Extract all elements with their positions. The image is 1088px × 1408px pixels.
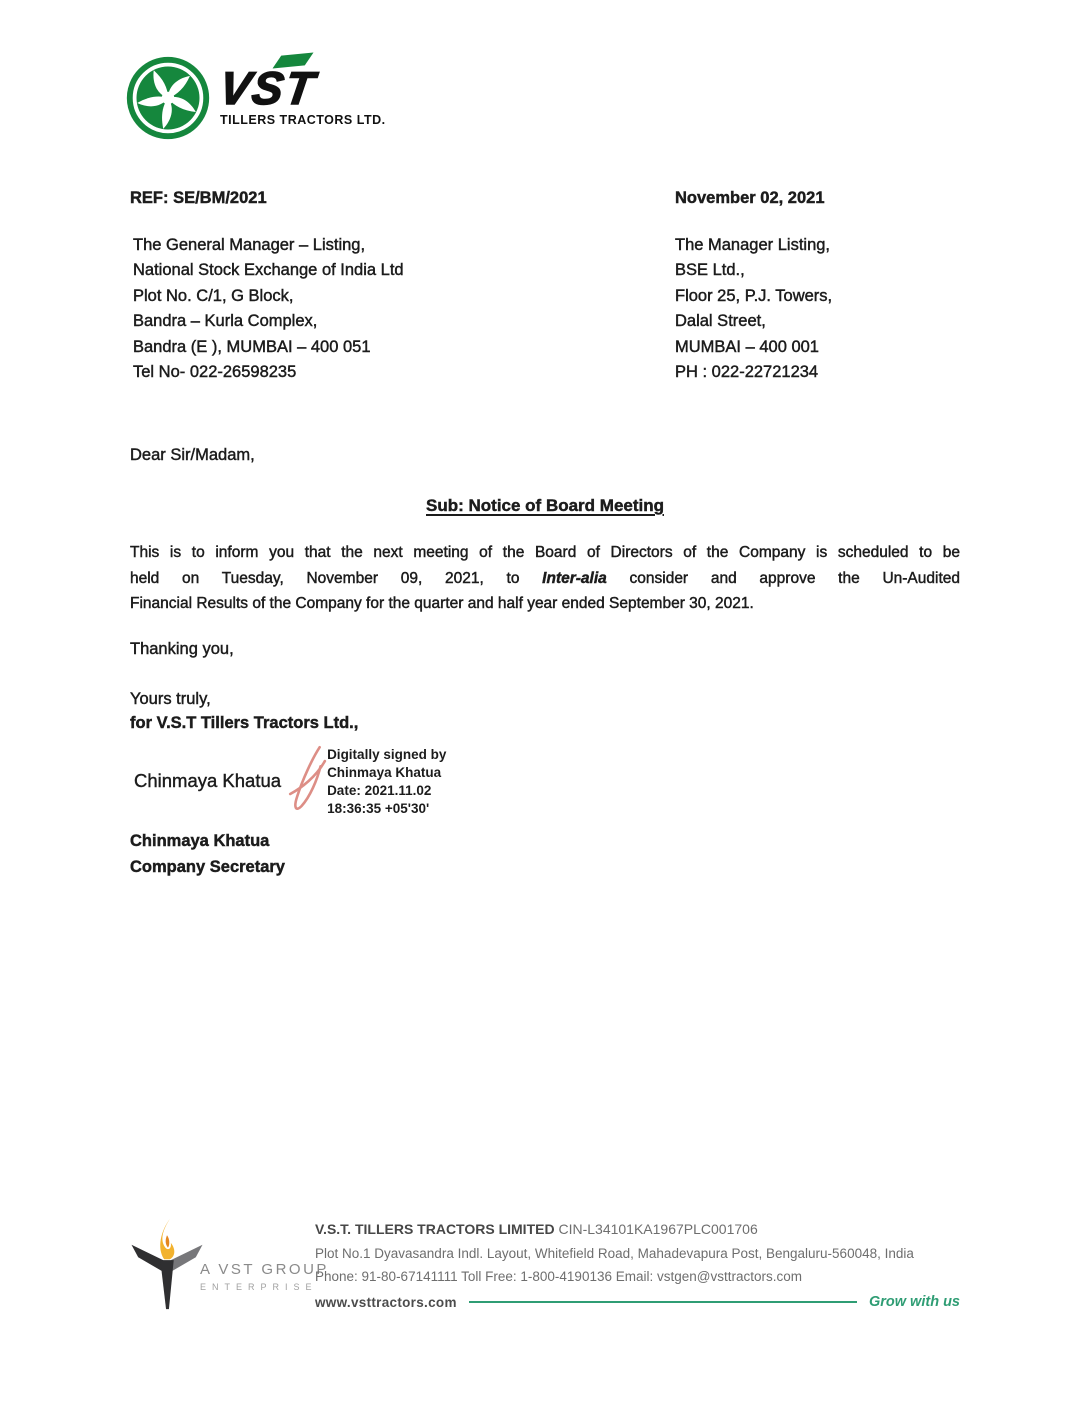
address-line: National Stock Exchange of India Ltd — [133, 261, 404, 280]
footer-company-line — [315, 1221, 960, 1237]
reference-number: REF: SE/BM/2021 — [130, 189, 267, 207]
footer-cin: CIN-L34101KA1967PLC001706 — [558, 1221, 758, 1237]
address-line: MUMBAI – 400 001 — [675, 337, 819, 356]
vst-group-logo — [128, 1216, 329, 1312]
brand-name: VST — [216, 62, 320, 114]
body-line — [130, 566, 960, 592]
address-line: BSE Ltd., — [675, 261, 745, 280]
body-line: This is to inform you that the next meeting of the Board of Directors of the Company is scheduled to be — [130, 544, 960, 561]
signature-detail-line: Digitally signed by — [327, 747, 447, 763]
digital-signature-block — [134, 740, 446, 822]
subject-line: Sub: Notice of Board Meeting — [426, 496, 664, 515]
body-line: Financial Results of the Company for the quarter and half year ended September 30, 2021. — [130, 595, 754, 612]
footer-website-row — [315, 1294, 960, 1310]
vst-wordmark — [216, 56, 386, 127]
body-emphasis: Inter-alia — [542, 569, 607, 587]
body-text: held on Tuesday, November 09, 2021, to — [130, 569, 543, 587]
address-line: Dalal Street, — [675, 312, 766, 331]
footer-address: Plot No.1 Dyavasandra Indl. Layout, Whitefield Road, Mahadevapura Post, Bengaluru-560048, India — [315, 1246, 914, 1261]
group-subtitle: ENTERPRISE — [200, 1282, 318, 1292]
address-line: Floor 25, P.J. Towers, — [675, 286, 833, 305]
signature-detail-line: Date: 2021.11.02 — [327, 783, 432, 798]
signatory-title: Company Secretary — [130, 858, 285, 876]
address-line: Plot No. C/1, G Block, — [133, 286, 294, 305]
signature-detail-line: Chinmaya Khatua — [327, 765, 442, 781]
address-line: Tel No- 022-26598235 — [133, 363, 297, 382]
footer-company-info — [315, 1221, 960, 1310]
address-line: The General Manager – Listing, — [133, 236, 366, 254]
brand-tagline: TILLERS TRACTORS LTD. — [220, 113, 386, 127]
address-line: Bandra (E ), MUMBAI – 400 051 — [133, 337, 371, 356]
footer-tagline: Grow with us — [868, 1294, 960, 1310]
recipient-address-nse — [133, 233, 404, 385]
subject-row — [130, 496, 960, 516]
yours-truly-line: Yours truly, — [130, 690, 211, 708]
company-logo — [126, 56, 386, 140]
letter-date: November 02, 2021 — [675, 189, 825, 207]
signatory-name: Chinmaya Khatua — [130, 832, 270, 850]
salutation: Dear Sir/Madam, — [130, 446, 255, 464]
body-text: consider and approve the Un-Audited — [606, 569, 960, 587]
vst-group-text — [200, 1261, 329, 1292]
letter-body — [130, 540, 960, 617]
recipient-address-bse — [675, 233, 832, 385]
signature-detail-line: 18:36:35 +05'30' — [327, 800, 430, 816]
group-name: A VST GROUP — [200, 1261, 329, 1278]
thanking-line: Thanking you, — [130, 640, 234, 658]
footer-contacts: Phone: 91-80-67141111 Toll Free: 1-800-4190136 Email: vstgen@vsttractors.com — [315, 1269, 802, 1284]
vst-pinwheel-icon — [126, 56, 210, 140]
footer-website: www.vsttractors.com — [315, 1294, 457, 1310]
address-line: The Manager Listing, — [675, 236, 831, 254]
address-line: PH : 022-22721234 — [675, 363, 819, 382]
footer-company-name: V.S.T. TILLERS TRACTORS LIMITED — [315, 1221, 555, 1237]
for-company-line: for V.S.T Tillers Tractors Ltd., — [130, 714, 359, 732]
torch-icon — [128, 1216, 206, 1312]
footer-divider-line — [469, 1301, 857, 1303]
address-line: Bandra – Kurla Complex, — [133, 312, 318, 331]
digital-signature-details — [327, 744, 446, 817]
signer-name-display: Chinmaya Khatua — [134, 770, 282, 791]
